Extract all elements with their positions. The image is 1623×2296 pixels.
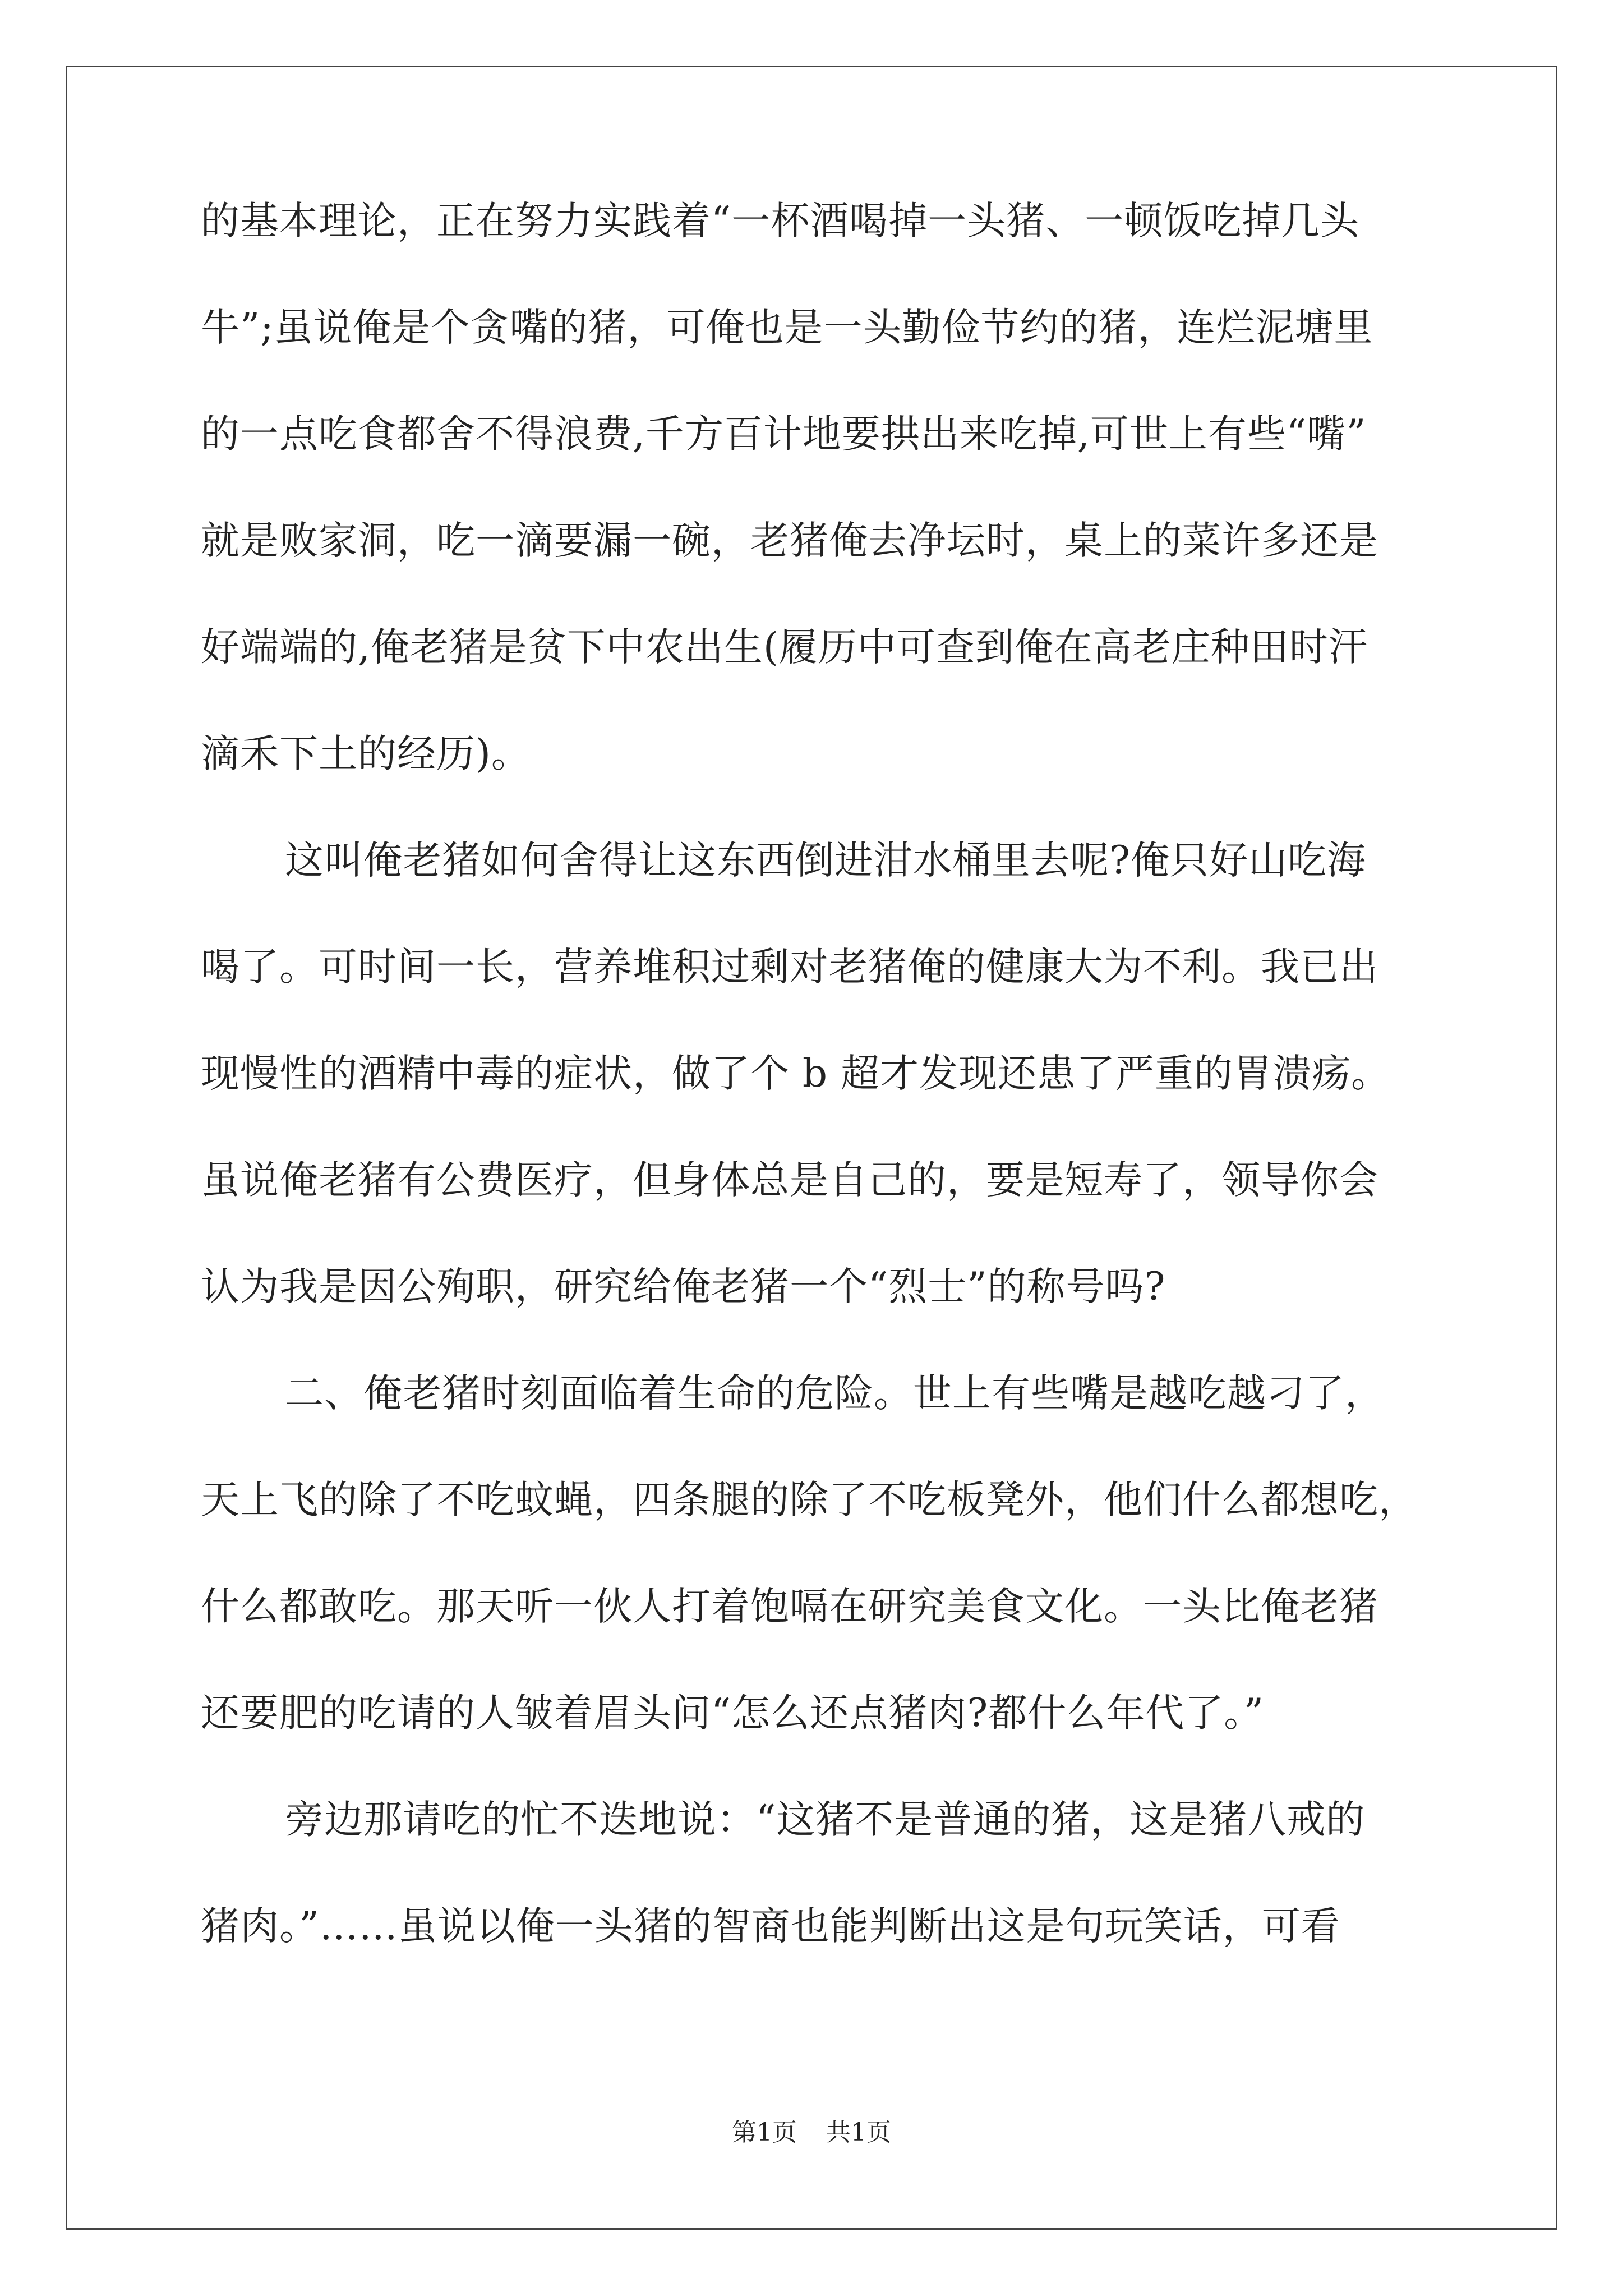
text-line: 好端端的,俺老猪是贫下中农出生(履历中可查到俺在高老庄种田时汗 [201, 625, 1368, 670]
document-body [201, 199, 1435, 2014]
text-line: 牛”;虽说俺是个贪嘴的猪，可俺也是一头勤俭节约的猪，连烂泥塘里 [201, 305, 1373, 350]
paragraph-start-line: 这叫俺老猪如何舍得让这东西倒进泔水桶里去呢?俺只好山吃海 [285, 838, 1366, 883]
text-line: 现慢性的酒精中毒的症状，做了个 b 超才发现还患了严重的胃溃疡。 [201, 1051, 1391, 1096]
text-line: 天上飞的除了不吃蚊蝇，四条腿的除了不吃板凳外，他们什么都想吃， [201, 1478, 1418, 1522]
text-line: 猪肉。”……虽说以俺一头猪的智商也能判断出这是句玩笑话，可看 [201, 1904, 1340, 1949]
paragraph-start-line: 旁边那请吃的忙不迭地说：“这猪不是普通的猪，这是猪八戒的 [285, 1797, 1366, 1842]
page-footer [0, 2120, 1623, 2145]
page-total: 共1页 [826, 2118, 891, 2147]
text-line: 滴禾下土的经历)。 [201, 731, 531, 776]
page-number: 第1页 [732, 2118, 797, 2147]
text-line: 认为我是因公殉职，研究给俺老猪一个“烈士”的称号吗? [201, 1264, 1166, 1309]
text-line: 虽说俺老猪有公费医疗，但身体总是自己的，要是短寿了，领导你会 [201, 1158, 1378, 1203]
text-line: 还要肥的吃请的人皱着眉头问“怎么还点猪肉?都什么年代了。” [201, 1691, 1265, 1736]
text-line: 喝了。可时间一长，营养堆积过剩对老猪俺的健康大为不利。我已出 [201, 945, 1378, 990]
text-line: 就是败家洞，吃一滴要漏一碗，老猪俺去净坛时，桌上的菜许多还是 [201, 518, 1378, 563]
text-line: 什么都敢吃。那天听一伙人打着饱嗝在研究美食文化。一头比俺老猪 [201, 1584, 1378, 1629]
text-line: 的一点吃食都舍不得浪费,千方百计地要拱出来吃掉,可世上有些“嘴” [201, 412, 1367, 457]
text-line: 的基本理论，正在努力实践着“一杯酒喝掉一头猪、一顿饭吃掉几头 [201, 199, 1360, 243]
paragraph-start-line: 二、俺老猪时刻面临着生命的危险。世上有些嘴是越吃越刁了， [285, 1371, 1384, 1416]
